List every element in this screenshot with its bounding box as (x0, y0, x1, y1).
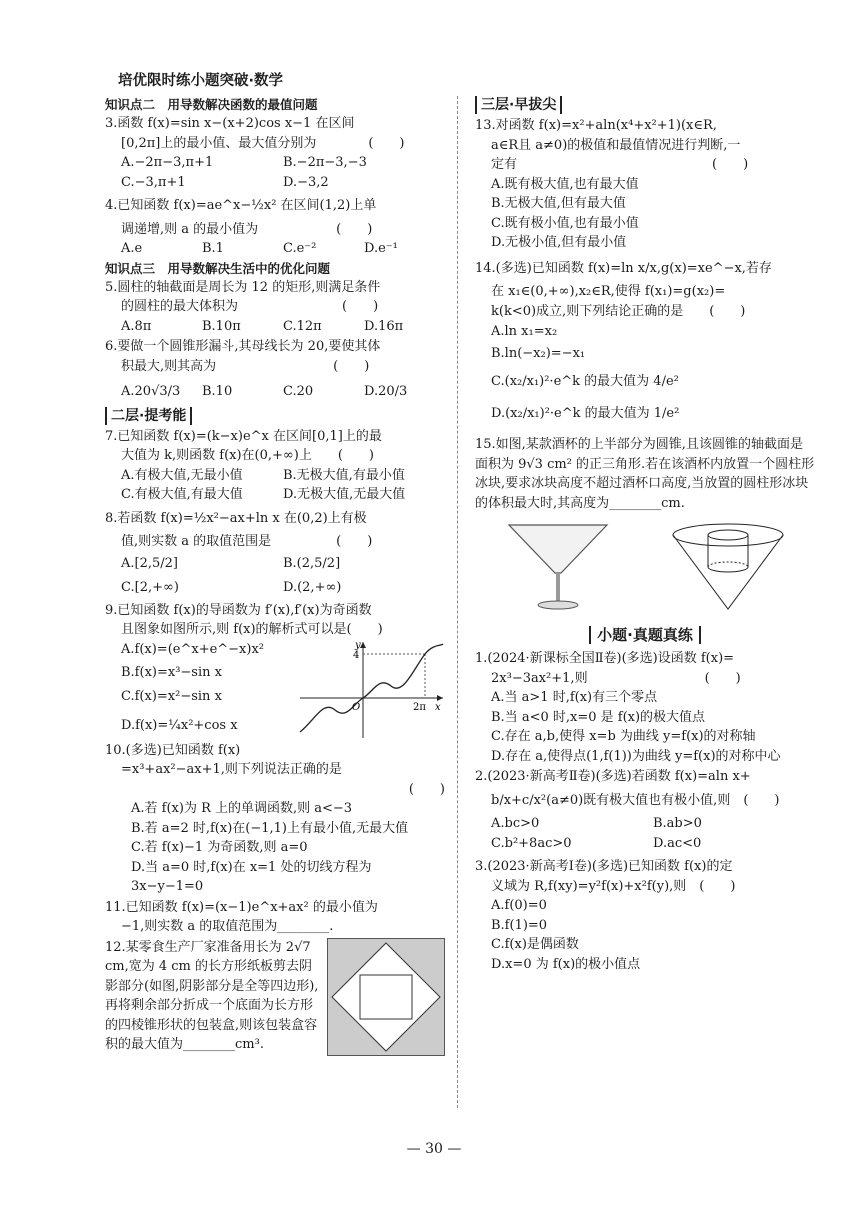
option-a: A.ln x₁=x₂ (491, 324, 558, 339)
option-c: C.[2,+∞) (121, 579, 179, 595)
real-exam-banner-text: 小题·真题真练 (589, 626, 701, 644)
option-b: B.10 (202, 384, 233, 399)
paper-cutting-figure (327, 938, 445, 1056)
question-10-stem: 10.(多选)已知函数 f(x) (105, 742, 241, 758)
option-c: C.若 f(x)−1 为奇函数,则 a=0 (131, 840, 308, 855)
graph-x-label: x (435, 701, 441, 713)
graph-y-label: y (355, 639, 361, 651)
question-10-stem-cont: =x³+ax²−ax+1,则下列说法正确的是 (121, 762, 342, 777)
option-d: D.f(x)=¼x²+cos x (121, 718, 238, 733)
exam-question-3-stem-cont: 义域为 R,f(xy)=y²f(x)+x²f(y),则 ( ) (491, 878, 736, 894)
page-header: 培优限时练小题突破·数学 (118, 73, 284, 89)
option-b: B.f(x)=x³−sin x (121, 665, 222, 680)
option-d: D.−3,2 (283, 174, 329, 190)
question-13 (475, 116, 815, 253)
option-c: C.12π (283, 318, 322, 334)
option-a: A.既有极大值,也有最大值 (491, 176, 639, 192)
option-c: C.f(x)=x²−sin x (121, 688, 222, 704)
option-b: B.若 a=2 时,f(x)在(−1,1)上有最小值,无最大值 (131, 820, 409, 836)
exam-question-1 (475, 649, 815, 766)
option-d: D.当 a=0 时,f(x)在 x=1 处的切线方程为 3x−y−1=0 (131, 859, 372, 894)
option-d: D.存在 a,使得点(1,f(1))为曲线 y=f(x)的对称中心 (491, 748, 781, 764)
question-4 (105, 196, 445, 259)
exam-question-3 (475, 857, 815, 974)
question-11 (105, 898, 445, 937)
option-a: A.若 f(x)为 R 上的单调函数,则 a<−3 (131, 801, 353, 816)
question-4-stem: 4.已知函数 f(x)=ae^x−½x² 在区间(1,2)上单 (105, 198, 377, 213)
question-14-stem: 14.(多选)已知函数 f(x)=ln x/x,g(x)=xe^−x,若存 (475, 260, 772, 276)
option-d: D.无极小值,但有最小值 (491, 235, 627, 250)
question-7-stem: 7.已知函数 f(x)=(k−x)e^x 在区间[0,1]上的最 (105, 428, 382, 444)
question-10-paren: ( ) (408, 781, 445, 797)
option-c: C.e⁻² (283, 241, 317, 256)
question-3-stem: 3.函数 f(x)=sin x−(x+2)cos x−1 在区间 (105, 116, 355, 131)
question-8-stem-cont: 值,则实数 a 的取值范围是 ( ) (121, 534, 373, 549)
question-10 (105, 741, 445, 897)
question-3 (105, 114, 445, 192)
option-a: A.e (121, 241, 143, 256)
wine-glass-figure (503, 521, 613, 620)
option-b: B.无极大值,但有最大值 (491, 196, 626, 211)
option-a: A.f(0)=0 (491, 898, 547, 913)
option-b: B.−2π−3,−3 (283, 155, 367, 170)
exam-question-1-stem-cont: 2x³−3ax²+1,则 ( ) (491, 670, 741, 686)
option-c: C.f(x)是偶函数 (491, 937, 579, 952)
question-6 (105, 337, 445, 402)
cone-cylinder-figure (668, 521, 788, 620)
option-c: C.(x₂/x₁)²·e^k 的最大值为 4/e² (491, 374, 679, 389)
layer-2-heading: 二层·提考能 (105, 407, 192, 425)
option-d: D.(x₂/x₁)²·e^k 的最大值为 1/e² (491, 406, 680, 421)
question-8 (105, 509, 445, 600)
question-4-stem-cont: 调递增,则 a 的最小值为 ( ) (121, 221, 373, 237)
question-14 (475, 259, 815, 426)
question-6-stem: 6.要做一个圆锥形漏斗,其母线长为 20,要使其体 (105, 339, 381, 354)
right-column (475, 96, 815, 975)
option-d: D.无极大值,无最大值 (283, 487, 406, 502)
question-3-stem-cont: [0,2π]上的最小值、最大值分别为 ( ) (121, 135, 405, 151)
graph-x-tick: 2π (413, 701, 426, 713)
question-14-stem-cont2: k(k<0)成立,则下列结论正确的是 ( ) (491, 303, 746, 319)
option-a: A.有极大值,无最小值 (121, 467, 243, 483)
section-heading-2: 知识点二 用导数解决函数的最值问题 (105, 97, 318, 112)
question-12 (105, 938, 445, 1055)
option-c: C.既有极小值,也有最小值 (491, 215, 639, 231)
question-11-stem: 11.已知函数 f(x)=(x−1)e^x+ax² 的最小值为 (105, 899, 378, 915)
option-d: D.x=0 为 f(x)的极小值点 (491, 956, 641, 972)
option-a: A.8π (121, 318, 152, 334)
option-d: D.(2,+∞) (283, 579, 342, 595)
option-a: A.f(x)=(e^x+e^−x)x² (121, 641, 265, 657)
question-7 (105, 427, 445, 505)
question-5 (105, 278, 445, 337)
option-a: A.bc>0 (491, 816, 540, 831)
exam-question-1-stem: 1.(2024·新课标全国Ⅱ卷)(多选)设函数 f(x)= (475, 651, 735, 666)
section-heading-3: 知识点三 用导数解决生活中的优化问题 (105, 260, 331, 276)
question-15-stem: 15.如图,某款酒杯的上半部分为圆锥,且该圆锥的轴截面是面积为 9√3 cm² 的正三角形.若在该酒杯内放置一个圆柱形冰块,要求冰块高度不超过酒杯口高度,当放置的圆柱形冰块的体积最大时,其高度为________cm. (475, 437, 815, 511)
left-column (105, 96, 445, 1056)
question-5-stem: 5.圆柱的轴截面是周长为 12 的矩形,则满足条件 (105, 279, 381, 295)
option-c: C.−3,π+1 (121, 174, 186, 190)
option-c: C.存在 a,b,使得 x=b 为曲线 y=f(x)的对称轴 (491, 729, 756, 744)
option-c: C.20 (283, 384, 314, 399)
question-12-stem: 12.某零食生产厂家准备用长为 2√7 cm,宽为 4 cm 的长方形纸板剪去阴影部分(如图,阴影部分是全等四边形),再将剩余部分折成一个底面为长方形的四棱锥形状的包装盒,则该包装盒容积的最大值为________cm³. (105, 939, 319, 1052)
option-b: B.ab>0 (653, 816, 702, 831)
option-d: D.20/3 (364, 384, 408, 399)
graph-origin: O (352, 701, 361, 713)
derivative-graph (295, 640, 445, 740)
option-c: C.有极大值,有最大值 (121, 487, 243, 502)
option-a: A.−2π−3,π+1 (121, 155, 214, 170)
option-b: B.10π (202, 318, 241, 334)
option-b: B.1 (202, 241, 224, 256)
option-b: B.ln(−x₂)=−x₁ (491, 346, 586, 361)
exam-question-2-stem-cont: b/x+c/x²(a≠0)既有极大值也有极小值,则 ( ) (491, 792, 780, 808)
question-9 (105, 601, 445, 740)
option-b: B.(2,5/2] (283, 555, 341, 571)
question-6-stem-cont: 积最大,则其高为 ( ) (121, 358, 370, 374)
exam-question-2 (475, 767, 815, 853)
graph-y-tick: 4 (353, 649, 360, 661)
question-8-stem: 8.若函数 f(x)=½x²−ax+ln x 在(0,2)上有极 (105, 510, 367, 526)
question-13-stem-cont2: 定有 ( ) (491, 157, 749, 172)
option-b: B.当 a<0 时,x=0 是 f(x)的极大值点 (491, 709, 706, 725)
column-divider (457, 96, 458, 1108)
option-d: D.ac<0 (653, 835, 702, 851)
option-b: B.f(1)=0 (491, 917, 548, 933)
option-a: A.当 a>1 时,f(x)有三个零点 (491, 690, 658, 705)
question-9-stem: 9.已知函数 f(x)的导函数为 f′(x),f′(x)为奇函数 (105, 602, 372, 618)
question-9-stem-cont: 且图象如图所示,则 f(x)的解析式可以是( ) (121, 622, 383, 637)
question-13-stem-cont: a∈R且 a≠0)的极值和最值情况进行判断,一 (491, 137, 741, 153)
option-d: D.e⁻¹ (364, 241, 398, 256)
page-number: — 30 — (406, 1141, 462, 1157)
question-13-stem: 13.对函数 f(x)=x²+aln(x⁴+x²+1)(x∈R, (475, 118, 717, 133)
option-c: C.b²+8ac>0 (491, 835, 572, 851)
exam-question-3-stem: 3.(2023·新高考Ⅰ卷)(多选)已知函数 f(x)的定 (475, 859, 733, 874)
option-b: B.无极大值,有最小值 (283, 467, 405, 483)
exam-question-2-stem: 2.(2023·新高考Ⅱ卷)(多选)若函数 f(x)=aln x+ (475, 769, 751, 784)
layer-3-heading: 三层·早拔尖 (475, 96, 562, 114)
option-a: A.20√3/3 (121, 384, 181, 399)
question-5-stem-cont: 的圆柱的最大体积为 ( ) (121, 299, 379, 314)
question-7-stem-cont: 大值为 k,则函数 f(x)在(0,+∞)上 ( ) (121, 448, 374, 463)
option-a: A.[2,5/2] (121, 555, 178, 571)
real-exam-banner (475, 626, 815, 646)
question-14-stem-cont: 在 x₁∈(0,+∞),x₂∈R,使得 f(x₁)=g(x₂)= (491, 284, 726, 299)
question-11-stem-cont: −1,则实数 a 的取值范围为________. (121, 919, 334, 934)
option-d: D.16π (364, 318, 404, 334)
question-15 (475, 435, 815, 620)
